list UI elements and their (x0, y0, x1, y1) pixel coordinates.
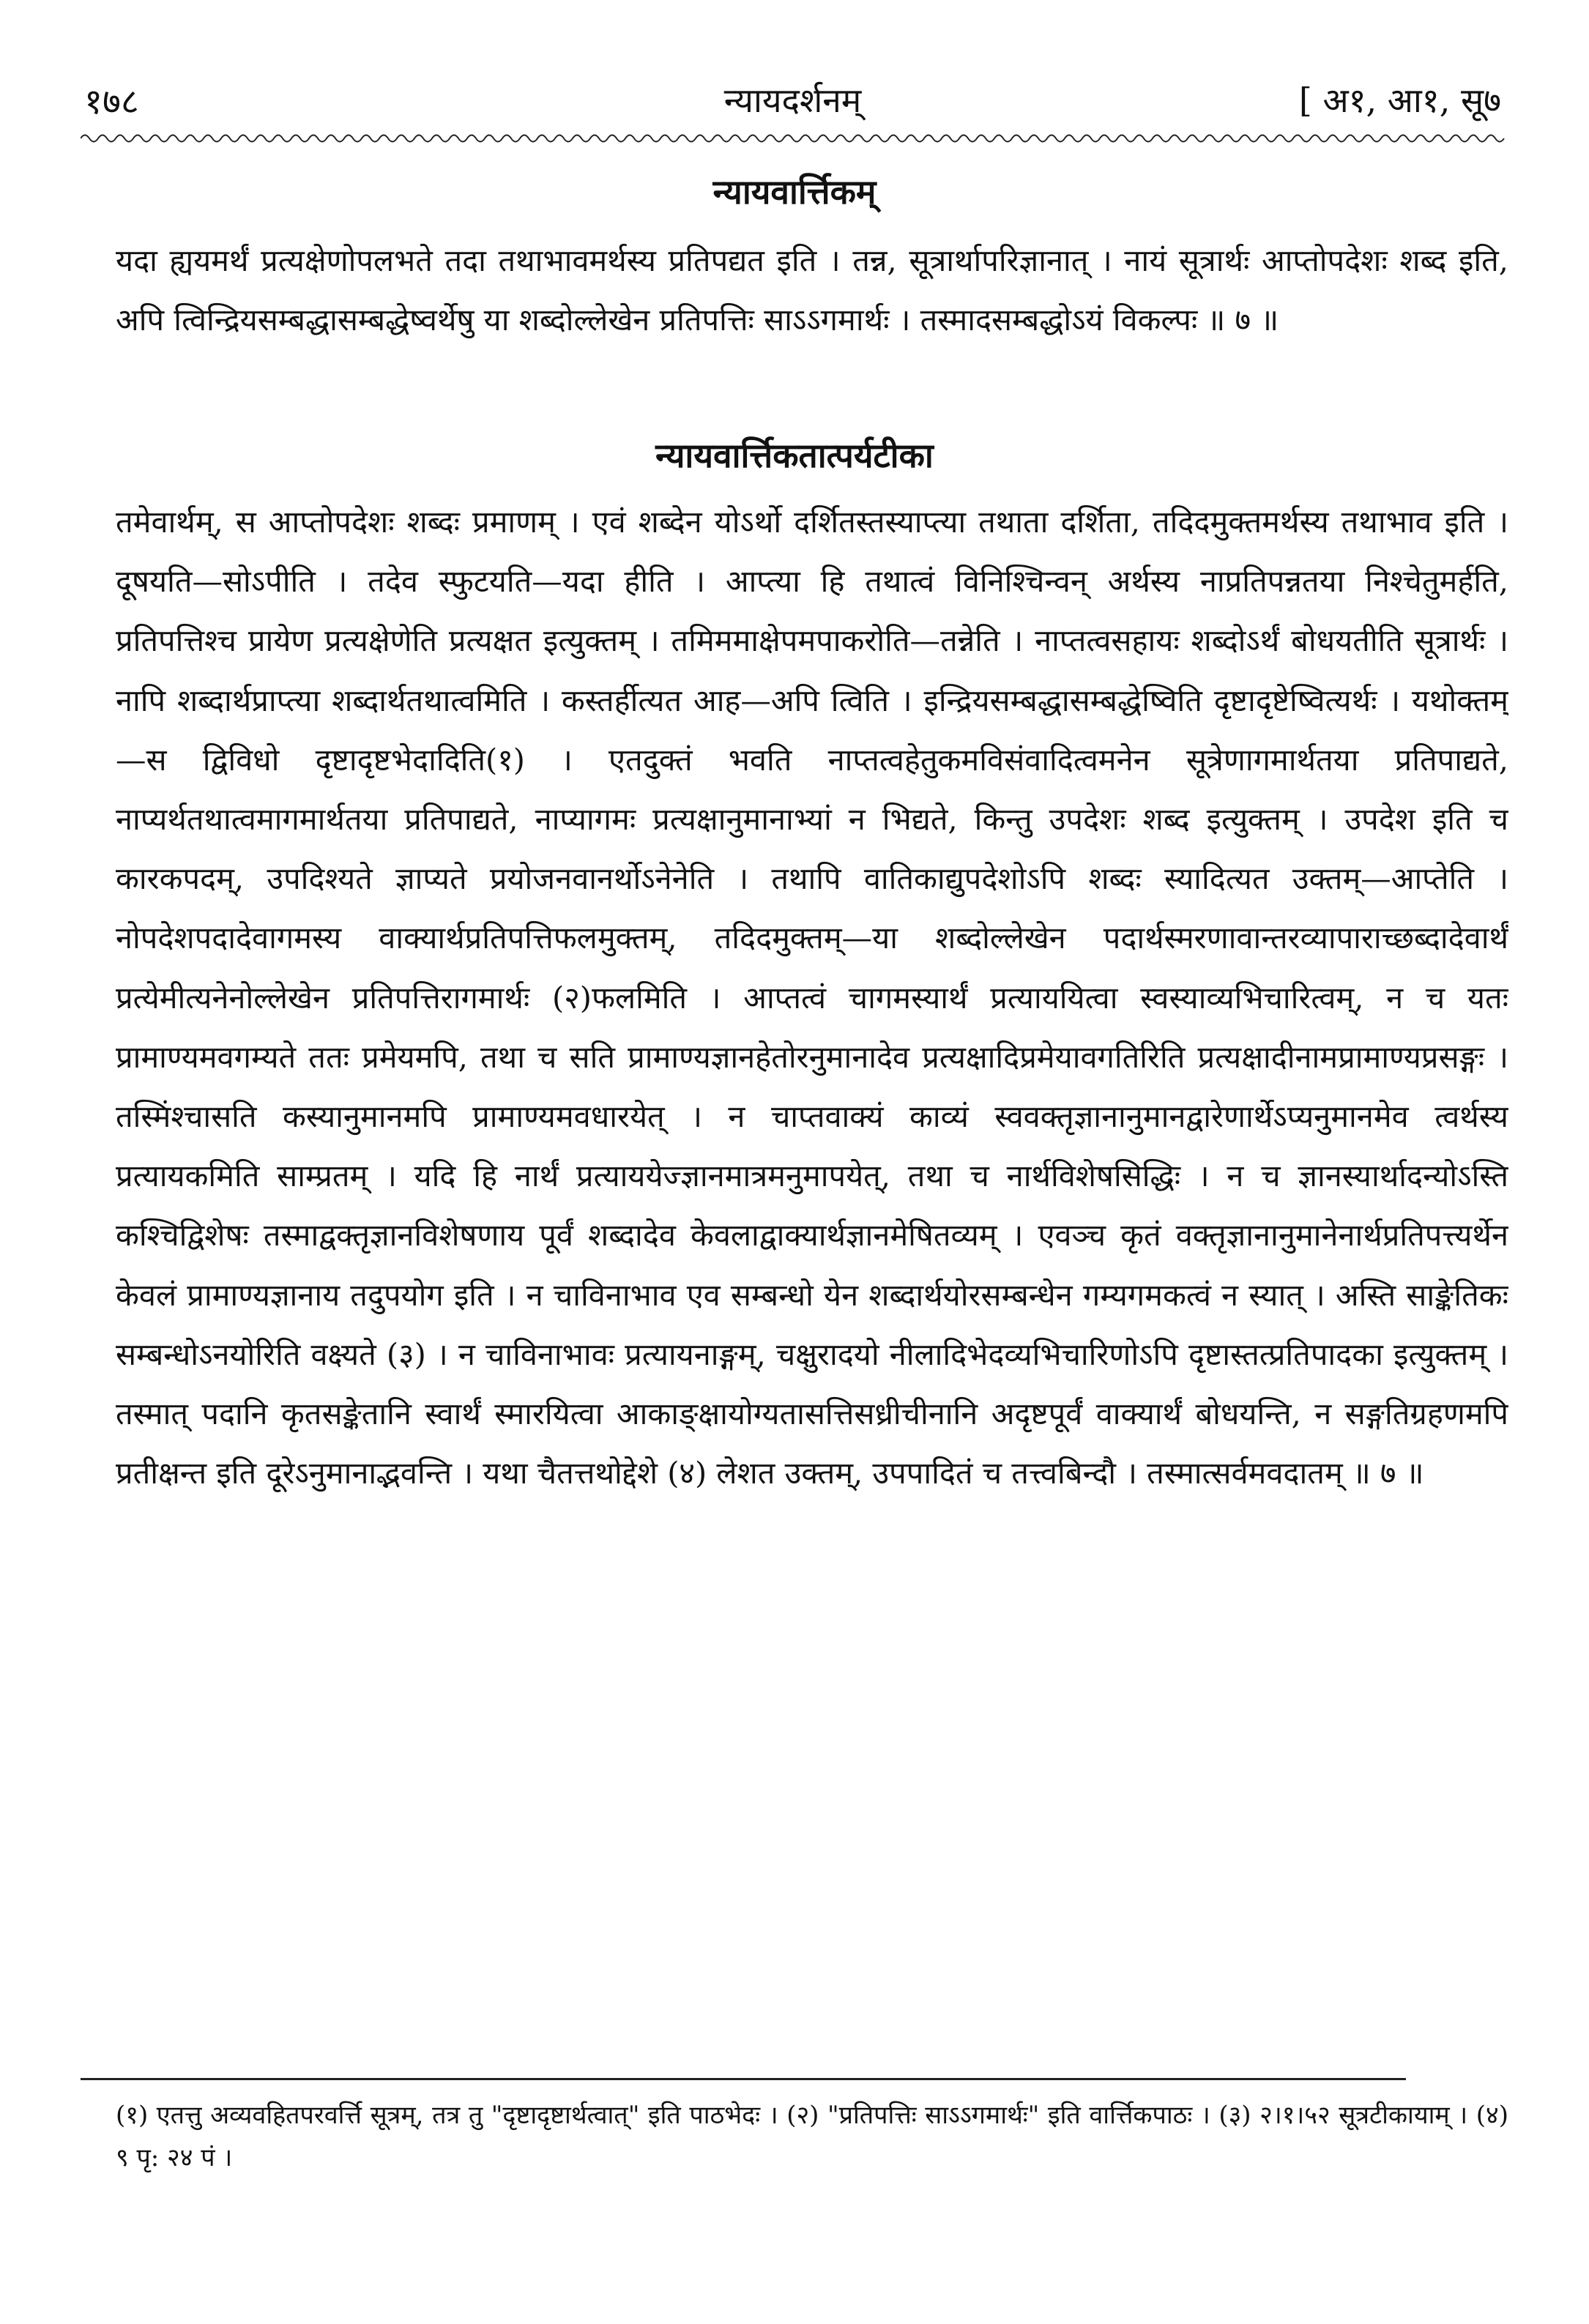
vartika-paragraph: यदा ह्ययमर्थं प्रत्यक्षेणोपलभते तदा तथाभावमर्थस्य प्रतिपद्यत इति । तन्न, सूत्रार्थापरिज्ञानात् । नायं सूत्रार्थः आप्तोपदेशः शब्द इति, अपि त्विन्द्रियसम्बद्धासम्बद्धेष्वर्थेषु या शब्दोल्लेखेन प्रतिपत्तिः साऽऽगमार्थः । तस्मादसम्बद्धोऽयं विकल्पः ॥ ७ ॥ (116, 242, 1508, 338)
page-number: १७८ (84, 81, 139, 122)
chapter-reference: [ अ१, आ१, सू७ (1298, 81, 1501, 120)
section-title-tatparya-tika: न्यायवार्त्तिकतात्पर्यटीका (655, 436, 934, 475)
tika-paragraph: तमेवार्थम्, स आप्तोपदेशः शब्दः प्रमाणम् । एवं शब्देन योऽर्थो दर्शितस्तस्याप्त्या तथाता दर्शिता, तदिदमुक्तमर्थस्य तथाभाव इति । दूषयति—सोऽपीति । तदेव स्फुटयति—यदा हीति । आप्त्या हि तथात्वं विनिश्चिन्वन् अर्थस्य नाप्रतिपन्नतया निश्चेतुमर्हति, प्रतिपत्तिश्च प्रायेण प्रत्यक्षेणेति प्रत्यक्षत इत्युक्तम् । तमिममाक्षेपमपाकरोति—तन्नेति । नाप्तत्वसहायः शब्दोऽर्थं बोधयतीति सूत्रार्थः । नापि शब्दार्थप्राप्त्या शब्दार्थतथात्वमिति । कस्तर्हीत्यत आह—अपि त्विति । इन्द्रियसम्बद्धासम्बद्धेष्विति दृष्टादृष्टेष्वित्यर्थः । यथोक्तम्—स द्विविधो दृष्टादृष्टभेदादिति(१) । एतदुक्तं भवति नाप्तत्वहेतुकमविसंवादित्वमनेन सूत्रेणागमार्थतया प्रतिपाद्यते, नाप्यर्थतथात्वमागमार्थतया प्रतिपाद्यते, नाप्यागमः प्रत्यक्षानुमानाभ्यां न भिद्यते, किन्तु उपदेशः शब्द इत्युक्तम् । उपदेश इति च कारकपदम्, उपदिश्यते ज्ञाप्यते प्रयोजनवानर्थोऽनेनेति । तथापि वातिकाद्युपदेशोऽपि शब्दः स्यादित्यत उक्तम्—आप्तेति । नोपदेशपदादेवागमस्य वाक्यार्थप्रतिपत्तिफलमुक्तम्, तदिदमुक्तम्—या शब्दोल्लेखेन पदार्थस्मरणावान्तरव्यापाराच्छब्दादेवार्थं प्रत्येमीत्यनेनोल्लेखेन प्रतिपत्तिरागमार्थः (२)फलमिति । आप्तत्वं चागमस्यार्थं प्रत्याययित्वा स्वस्याव्यभिचारित्वम्, न च यतः प्रामाण्यमवगम्यते ततः प्रमेयमपि, तथा च सति प्रामाण्यज्ञानहेतोरनुमानादेव प्रत्यक्षादिप्रमेयावगतिरिति प्रत्यक्षादीनामप्रामाण्यप्रसङ्गः । तस्मिंश्चासति कस्यानुमानमपि प्रामाण्यमवधारयेत् । न चाप्तवाक्यं काव्यं स्ववक्तृज्ञानानुमानद्वारेणार्थेऽप्यनुमानमेव त्वर्थस्य प्रत्यायकमिति साम्प्रतम् । यदि हि नार्थं प्रत्याययेज्ज्ञानमात्रमनुमापयेत्, तथा च नार्थविशेषसिद्धिः । न च ज्ञानस्यार्थादन्योऽस्ति कश्चिद्विशेषः तस्माद्वक्तृज्ञानविशेषणाय पूर्वं शब्दादेव केवलाद्वाक्यार्थज्ञानमेषितव्यम् । एवञ्च कृतं वक्तृज्ञानानुमानेनार्थप्रतिपत्त्यर्थेन केवलं प्रामाण्यज्ञानाय तदुपयोग इति । न चाविनाभाव एव सम्बन्धो येन शब्दार्थयोरसम्बन्धेन गम्यगमकत्वं न स्यात् । अस्ति साङ्केतिकः सम्बन्धोऽनयोरिति वक्ष्यते (३) । न चाविनाभावः प्रत्यायनाङ्गम्, चक्षुरादयो नीलादिभेदव्यभिचारिणोऽपि दृष्टास्तत्प्रतिपादका इत्युक्तम् । तस्मात् पदानि कृतसङ्केतानि स्वार्थं स्मारयित्वा आकाङ्क्षायोग्यतासत्तिसध्रीचीनानि अदृष्टपूर्वं वाक्यार्थं बोधयन्ति, न सङ्गतिग्रहणमपि प्रतीक्षन्त इति दूरेऽनुमानाद्भवन्ति । यथा चैतत्तथोद्देशे (४) लेशत उक्तम्, उपपादितं च तत्त्वबिन्दौ । तस्मात्सर्वमवदातम् ॥ ७ ॥ (116, 504, 1508, 1491)
running-header (84, 77, 1501, 128)
section-title-vartika: न्यायवार्त्तिकम् (712, 172, 877, 212)
footnote-rule (81, 2078, 1406, 2080)
running-title: न्यायदर्शनम् (723, 81, 862, 120)
wavy-rule (81, 130, 1508, 146)
footnotes: (१) एतत्तु अव्यवहितपरवर्त्ति सूत्रम्, तत्र तु "दृष्टादृष्टार्थत्वात्" इति पाठभेदः । (२) "प्रतिपत्तिः साऽऽगमार्थः" इति वार्त्तिकपाठः । (३) २।१।५२ सूत्रटीकायाम् । (४) ९ पृ: २४ पं । (116, 2101, 1508, 2172)
